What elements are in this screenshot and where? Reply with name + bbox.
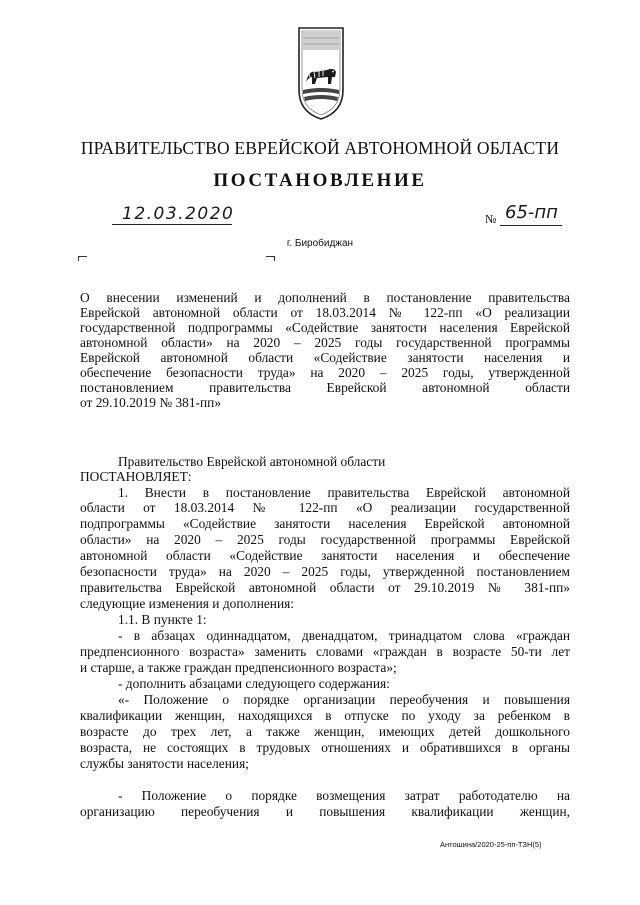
body-line: подпрограммы «Содействие занятости населения Еврейской автономной	[80, 516, 570, 531]
title-line: О внесении изменений и дополнений в постановление правительства	[80, 290, 570, 305]
body-line: предпенсионного возраста» заменить словами «граждан в возрасте 50-ти лет	[80, 644, 570, 659]
body-line: безопасности труда» на 2020 – 2025 годы, утвержденной постановлением	[80, 564, 570, 579]
executor-code: Антошина/2020-25-пп-ТЗН(5)	[440, 840, 542, 849]
body-line: ПОСТАНОВЛЯЕТ:	[80, 469, 192, 484]
title-line: автономной области» на 2020 – 2025 годы государственной программы	[80, 335, 570, 350]
title-line: от 29.10.2019 № 381-пп»	[80, 395, 222, 410]
body-line: следующие изменения и дополнения:	[80, 596, 295, 611]
number-label: №	[485, 212, 497, 226]
body-line: Правительство Еврейской автономной области	[118, 454, 386, 469]
date-underline	[112, 224, 232, 225]
city-name: г. Биробиджан	[286, 238, 354, 249]
body-line: возраста, не состоящих в трудовых отношениях и обратившихся в органы	[80, 740, 570, 755]
body-line: - в абзацах одиннадцатом, двенадцатом, тринадцатом слова «граждан	[118, 628, 570, 643]
body-line: и старше, а также граждан предпенсионного возраста»;	[80, 660, 397, 675]
title-line: постановлением правительства Еврейской автономной области	[80, 380, 570, 395]
body-line: - Положение о порядке возмещения затрат работодателю на	[118, 788, 570, 803]
document-type: ПОСТАНОВЛЕНИЕ	[213, 170, 427, 191]
document-number: 65-пп	[505, 202, 558, 223]
body-line: службы занятости населения;	[80, 756, 249, 771]
body-line: 1.1. В пункте 1:	[118, 612, 207, 627]
body-line: квалификации женщин, находящихся в отпуске по уходу за ребенком в	[80, 708, 570, 723]
body-line: возрасте до трех лет, а также женщин, имеющих детей дошкольного	[80, 724, 570, 739]
body-line: правительства Еврейской автономной области от 29.10.2019 № 381-пп»	[80, 580, 570, 595]
body-line: области от 18.03.2014 № 122-пп «О реализации государственной	[80, 500, 570, 515]
body-line: 1. Внести в постановление правительства Еврейской автономной	[118, 485, 570, 500]
title-corner-mark-left	[78, 256, 87, 261]
title-line: Еврейской автономной области «Содействие занятости населения и	[80, 350, 570, 365]
document-date: 12.03.2020	[122, 204, 235, 224]
body-line: автономной области «Содействие занятости населения и обеспечение	[80, 548, 570, 563]
body-line: организацию переобучения и повышения квалификации женщин,	[80, 804, 570, 819]
title-line: Еврейской автономной области от 18.03.2014 № 122-пп «О реализации	[80, 305, 570, 320]
government-name: ПРАВИТЕЛЬСТВО ЕВРЕЙСКОЙ АВТОНОМНОЙ ОБЛАСТИ	[80, 138, 560, 158]
body-line: области» на 2020 – 2025 годы государственной программы Еврейской	[80, 532, 570, 547]
title-corner-mark-right	[266, 256, 275, 261]
body-line: - дополнить абзацами следующего содержания:	[118, 676, 390, 691]
number-underline	[500, 225, 562, 226]
title-line: обеспечение безопасности труда» на 2020 – 2025 годы, утвержденной	[80, 365, 570, 380]
title-line: государственной подпрограммы «Содействие занятости населения Еврейской	[80, 320, 570, 335]
body-line: «- Положение о порядке организации переобучения и повышения	[118, 692, 570, 707]
coat-of-arms-emblem	[297, 26, 345, 121]
